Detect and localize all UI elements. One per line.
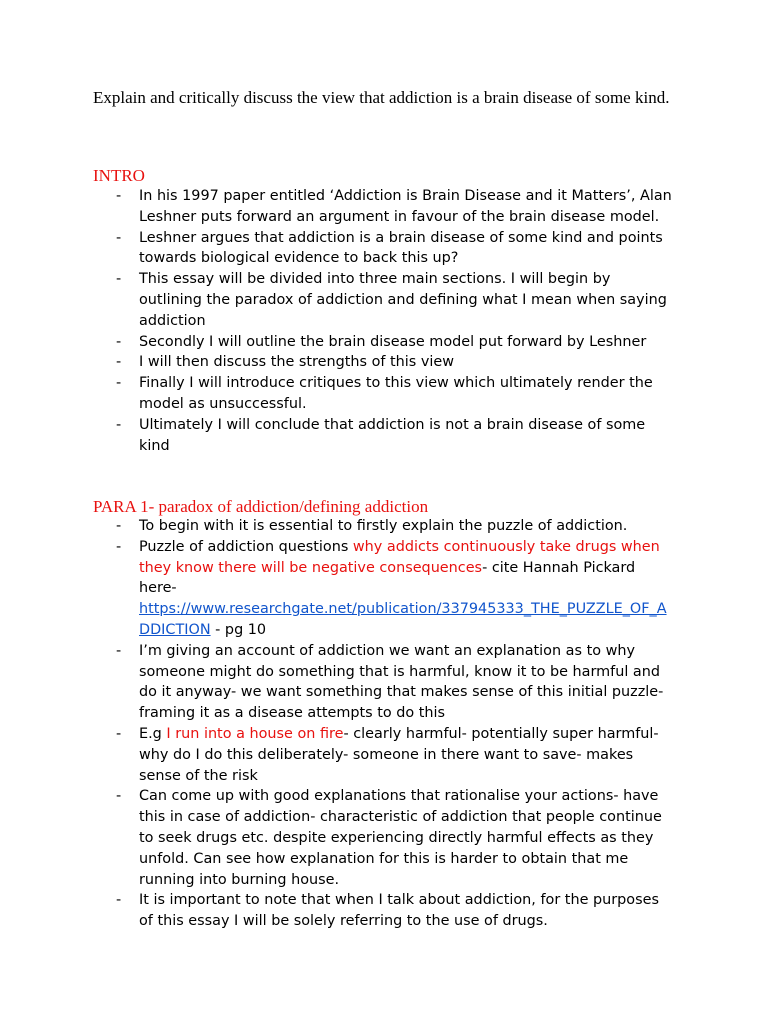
list-item-text: I’m giving an account of addiction we want an explanation as to why someone might do something that is harmful, know it to be harmful and do it anyway- we want something that makes sense of this initial puzzle- framing it as a disease attempts to do this — [139, 642, 664, 722]
list-item — [0, 537, 674, 641]
list-item — [0, 269, 674, 331]
bullet-dash: - — [116, 229, 122, 246]
list-item-text: This essay will be divided into three main sections. I will begin by outlining the paradox of addiction and defining what I mean when saying addiction — [139, 271, 667, 329]
list-item-text: I will then discuss the strengths of this view — [139, 354, 454, 371]
list-item — [0, 415, 674, 457]
list-item — [0, 516, 674, 537]
bullet-dash: - — [116, 271, 122, 288]
list-item — [0, 228, 674, 270]
list-item-text: E.g — [139, 725, 167, 742]
list-item-text: Can come up with good explanations that rationalise your actions- have this in case of addiction- characteristic of addiction that people continue to seek drugs etc. despite experiencing directly harmful effects as they unfold. Can see how explanation for this is harder to obtain that me running into burning house. — [139, 788, 662, 888]
researchgate-link[interactable]: https://www.researchgate.net/publication/337945333_THE_PUZZLE_OF_ADDICTION — [139, 601, 667, 638]
bullet-dash: - — [116, 333, 122, 350]
list-item — [0, 352, 674, 373]
para1-heading: PARA 1- paradox of addiction/defining addiction — [93, 497, 429, 516]
list-item — [0, 373, 674, 415]
list-item — [0, 186, 674, 228]
list-item-text: It is important to note that when I talk about addiction, for the purposes of this essay I will be solely referring to the use of drugs. — [139, 892, 659, 930]
list-item-text: Leshner argues that addiction is a brain disease of some kind and points towards biological evidence to back this up? — [139, 229, 663, 267]
intro-list — [0, 186, 674, 456]
list-item-text: To begin with it is essential to firstly explain the puzzle of addiction. — [139, 518, 628, 534]
intro-heading: INTRO — [93, 166, 145, 185]
list-item — [0, 724, 674, 786]
bullet-dash: - — [116, 642, 122, 659]
list-item-text: Secondly I will outline the brain disease model put forward by Leshner — [139, 333, 647, 350]
list-item-text: Ultimately I will conclude that addiction is not a brain disease of some kind — [139, 416, 646, 454]
list-item-text: - clearly harmful- potentially super harmful- why do I do this deliberately- someone in there want to save- makes sense of the risk — [139, 725, 659, 784]
bullet-dash: - — [116, 416, 122, 433]
bullet-dash: - — [116, 892, 122, 909]
essay-question: Explain and critically discuss the view that addiction is a brain disease of some kind. — [93, 88, 670, 107]
highlighted-text: I run into a house on fire — [166, 725, 344, 742]
list-item-text: Finally I will introduce critiques to this view which ultimately render the model as unsuccessful. — [139, 375, 653, 412]
list-item-text: Puzzle of addiction questions — [139, 538, 353, 555]
bullet-dash: - — [116, 725, 122, 742]
page-reference: - pg 10 — [210, 621, 267, 638]
list-item-text: - cite Hannah Pickard here- — [139, 559, 636, 597]
bullet-dash: - — [116, 518, 122, 534]
bullet-dash: - — [116, 788, 122, 805]
list-item — [0, 332, 674, 353]
bullet-dash: - — [116, 354, 122, 371]
bullet-dash: - — [116, 188, 122, 204]
para1-list — [0, 516, 674, 932]
list-item — [0, 890, 674, 932]
highlighted-text: why addicts continuously take drugs when they know there will be negative consequences — [139, 538, 660, 576]
list-item — [0, 786, 674, 890]
list-item — [0, 641, 674, 724]
list-item-text: In his 1997 paper entitled ‘Addiction is Brain Disease and it Matters’, Alan Leshner puts forward an argument in favour of the brain disease model. — [139, 188, 672, 225]
bullet-dash: - — [116, 538, 122, 555]
bullet-dash: - — [116, 375, 122, 392]
